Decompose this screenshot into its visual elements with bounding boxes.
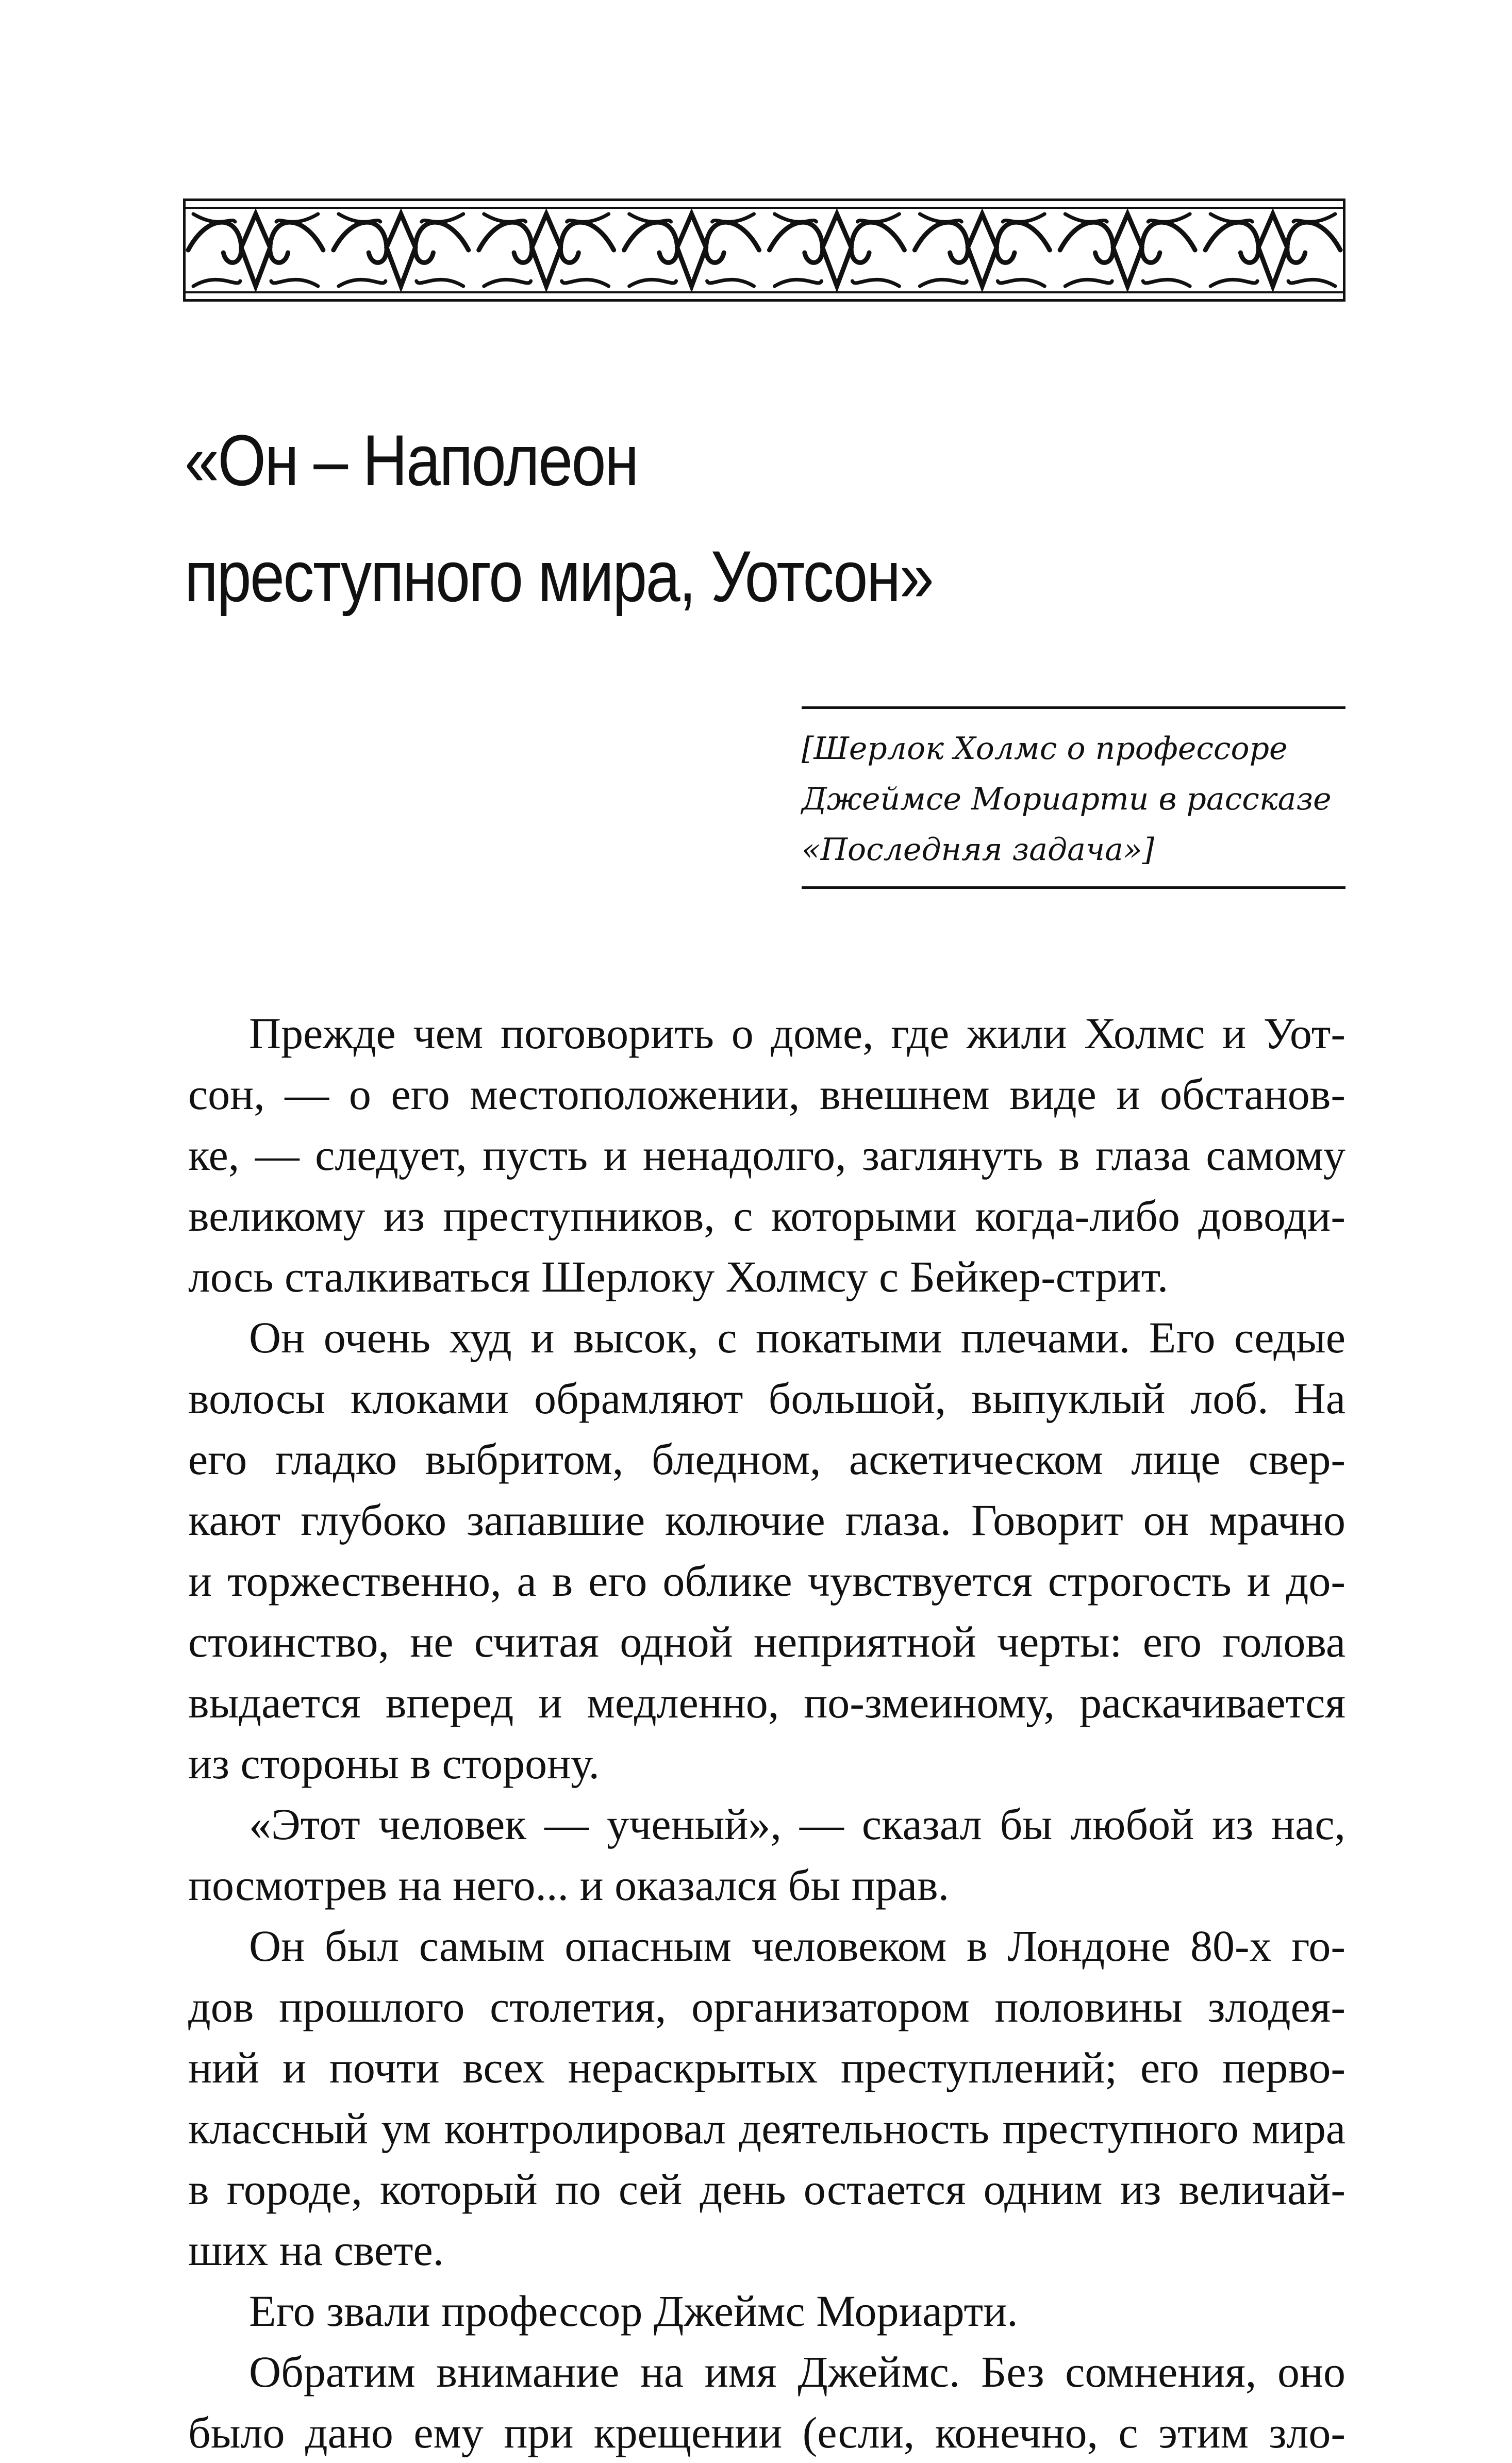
body-line: Прежде чем поговорить о доме, где жили Холмс и Уот- bbox=[249, 1009, 1345, 1058]
body-line: посмотрев на него... и оказался бы прав. bbox=[188, 1860, 950, 1910]
body-line: ших на свете. bbox=[188, 2225, 444, 2275]
epigraph-top-rule bbox=[802, 706, 1345, 709]
body-line: «Этот человек — ученый», — сказал бы любой из нас, bbox=[249, 1799, 1345, 1849]
title-line: «Он – Наполеон bbox=[185, 420, 638, 501]
title-line: преступного мира, Уотсон» bbox=[185, 536, 933, 617]
epigraph-line: «Последняя задача»] bbox=[802, 832, 1155, 868]
body-line: ний и почти всех нераскрытых преступлений; его перво- bbox=[188, 2043, 1345, 2092]
body-line: лось сталкиваться Шерлоку Холмсу с Бейкер-стрит. bbox=[188, 1252, 1169, 1301]
body-line: сон, — о его местоположении, внешнем виде и обстанов- bbox=[188, 1069, 1345, 1119]
ornament-band-icon bbox=[183, 199, 1345, 302]
body-line: выдается вперед и медленно, по-змеиному, раскачивается bbox=[188, 1678, 1345, 1727]
epigraph-line: Джеймсе Мориарти в рассказе bbox=[802, 781, 1332, 817]
body-line: и торжественно, а в его облике чувствуется строгость и до- bbox=[188, 1556, 1345, 1606]
body-line: стоинство, не считая одной неприятной черты: его голова bbox=[188, 1617, 1345, 1666]
body-line: Он был самым опасным человеком в Лондоне 80-х го- bbox=[249, 1921, 1345, 1971]
epigraph bbox=[802, 706, 1345, 889]
epigraph-bottom-rule bbox=[802, 886, 1345, 889]
body-line: из стороны в сторону. bbox=[188, 1739, 600, 1788]
body-line: дов прошлого столетия, организатором половины злодея- bbox=[188, 1982, 1345, 2031]
body-line: в городе, который по сей день остается одним из величай- bbox=[188, 2164, 1345, 2214]
body-line: кают глубоко запавшие колючие глаза. Говорит он мрачно bbox=[188, 1495, 1345, 1545]
body-line: волосы клоками обрамляют большой, выпуклый лоб. На bbox=[188, 1374, 1345, 1423]
chapter-title bbox=[185, 402, 1160, 634]
epigraph-text bbox=[802, 723, 1345, 875]
body-line: Его звали профессор Джеймс Мориарти. bbox=[249, 2286, 1018, 2336]
body-line: великому из преступников, с которыми когда-либо доводи- bbox=[188, 1191, 1345, 1241]
body-line: Он очень худ и высок, с покатыми плечами. Его седые bbox=[249, 1313, 1345, 1362]
body-line: Обратим внимание на имя Джеймс. Без сомнения, оно bbox=[249, 2347, 1345, 2396]
body-line: классный ум контролировал деятельность преступного мира bbox=[188, 2104, 1345, 2153]
body-line: было дано ему при крещении (если, конечно, с этим зло- bbox=[188, 2408, 1345, 2457]
body-line: ке, — следует, пусть и ненадолго, заглянуть в глаза самому bbox=[188, 1130, 1345, 1180]
body-text bbox=[188, 1003, 1345, 2463]
body-line: его гладко выбритом, бледном, аскетическом лице свер- bbox=[188, 1434, 1345, 1484]
epigraph-line: [Шерлок Холмс о профессоре bbox=[802, 731, 1288, 767]
